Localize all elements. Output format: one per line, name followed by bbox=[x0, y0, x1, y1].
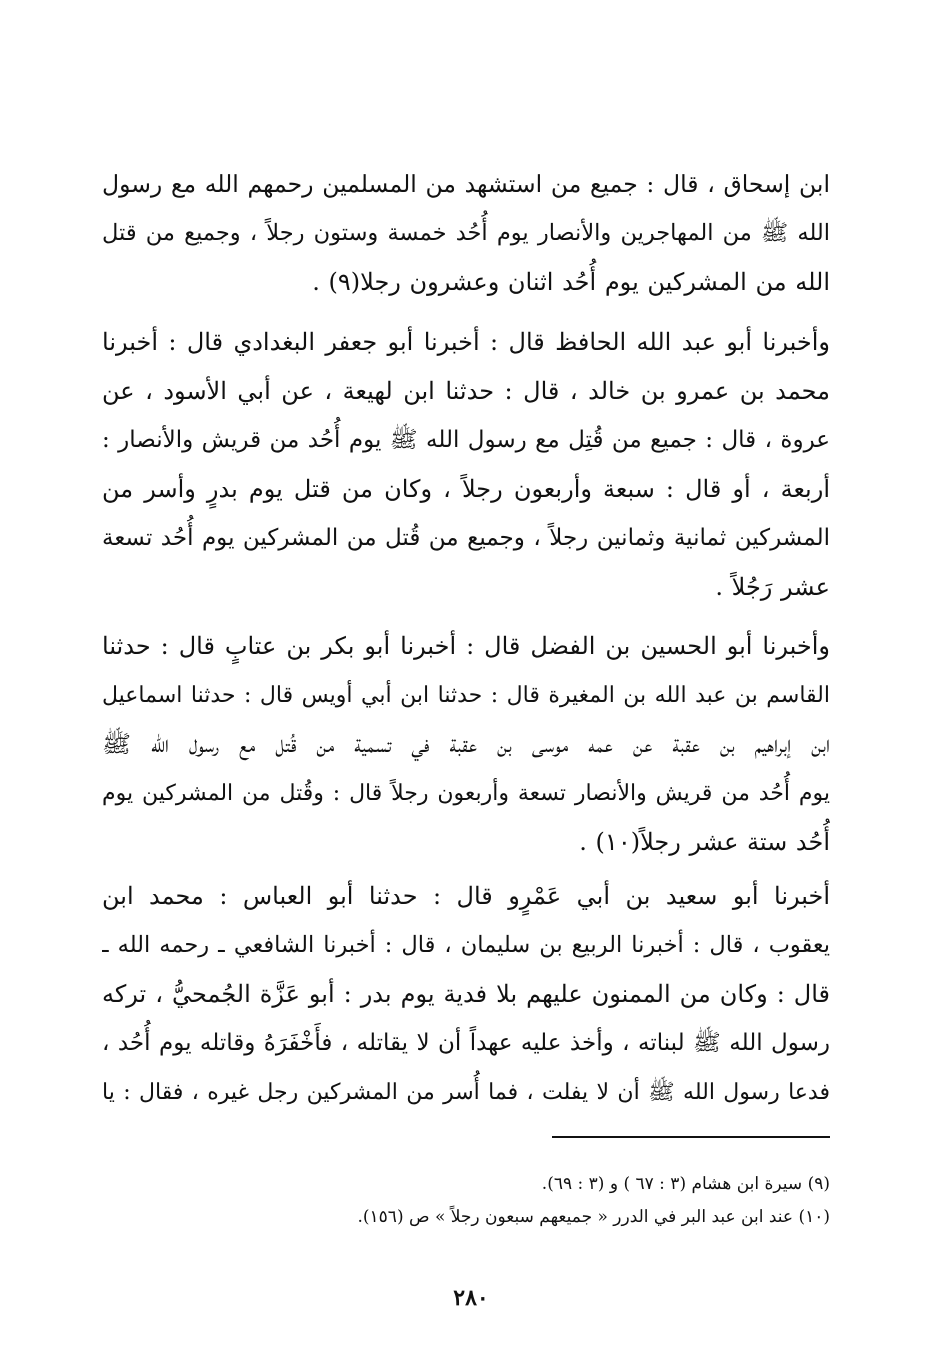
text-line: المشركين ثمانية وثمانين رجلاً ، وجميع من قُتل من المشركين يوم أُحُد تسعة bbox=[102, 525, 830, 551]
text-line: عروة ، قال : جميع من قُتِل مع رسول الله ﷺ يوم أُحُد من قريش والأنصار : bbox=[102, 427, 830, 453]
footnote-separator bbox=[552, 1136, 830, 1138]
text-line: محمد بن عمرو بن خالد ، قال : حدثنا ابن لهيعة ، عن أبي الأسود ، عن bbox=[102, 377, 830, 405]
text-line: أربعة ، أو قال : سبعة وأربعون رجلاً ، وكان من قتل يوم بدرٍ وأسر من bbox=[102, 475, 830, 503]
text-line: وأخبرنا أبو الحسين بن الفضل قال : أخبرنا أبو بكر بن عتابٍ قال : حدثنا bbox=[102, 632, 830, 660]
page-number: ٢٨٠ bbox=[453, 1285, 489, 1311]
paragraph-1 bbox=[102, 160, 830, 307]
text-line: عشر رَجُلاً . bbox=[715, 573, 830, 601]
text-line: الله ﷺ من المهاجرين والأنصار يوم أُحُد خمسة وستون رجلاً ، وجميع من قتل bbox=[102, 220, 830, 246]
paragraph-3 bbox=[102, 622, 830, 867]
text-line: يعقوب ، قال : أخبرنا الربيع بن سليمان ، قال : أخبرنا الشافعي ـ رحمه الله ـ bbox=[102, 932, 830, 958]
paragraph-2 bbox=[102, 318, 830, 612]
text-line: رسول الله ﷺ لبناته ، وأخذ عليه عهداً أن لا يقاتله ، فأَخْفَرَهُ وقاتله يوم أُحُد ، bbox=[102, 1030, 830, 1056]
text-line: فدعا رسول الله ﷺ أن لا يفلت ، فما أُسر من المشركين رجل غيره ، فقال : يا bbox=[102, 1080, 830, 1105]
footnotes bbox=[300, 1168, 830, 1234]
text-line: القاسم بن عبد الله بن المغيرة قال : حدثنا ابن أبي أويس قال : حدثنا اسماعيل bbox=[102, 683, 830, 708]
text-line: ابن إبراهيم بن عقبة عن عمه موسى بن عقبة في تسمية من قُتل مع رسول الله ﷺ bbox=[102, 730, 830, 758]
paragraph-4 bbox=[102, 872, 830, 1117]
footnote-9: (٩) سيرة ابن هشام (٣ : ٦٧ ) و (٣ : ٦٩). bbox=[541, 1174, 830, 1194]
footnote-10: (١٠) عند ابن عبد البر في الدرر « جميعهم سبعون رجلاً » ص (١٥٦). bbox=[357, 1207, 830, 1227]
text-line: قال : وكان من الممنون عليهم بلا فدية يوم بدر : أبو عَزَّة الجُمحيُّ ، تركه bbox=[102, 980, 830, 1008]
text-line: أُحُد ستة عشر رجلاً(١٠) . bbox=[579, 828, 830, 856]
text-line: وأخبرنا أبو عبد الله الحافظ قال : أخبرنا أبو جعفر البغدادي قال : أخبرنا bbox=[102, 328, 830, 356]
text-line: ابن إسحاق ، قال : جميع من استشهد من المسلمين رحمهم الله مع رسول bbox=[102, 170, 830, 198]
text-line: يوم أُحُد من قريش والأنصار تسعة وأربعون رجلاً قال : وقُتل من المشركين يوم bbox=[102, 781, 830, 806]
text-line: الله من المشركين يوم أُحُد اثنان وعشرون رجلا(٩) . bbox=[312, 268, 830, 296]
text-line: أخبرنا أبو سعيد بن أبي عَمْرٍو قال : حدثنا أبو العباس : محمد ابن bbox=[102, 882, 830, 910]
